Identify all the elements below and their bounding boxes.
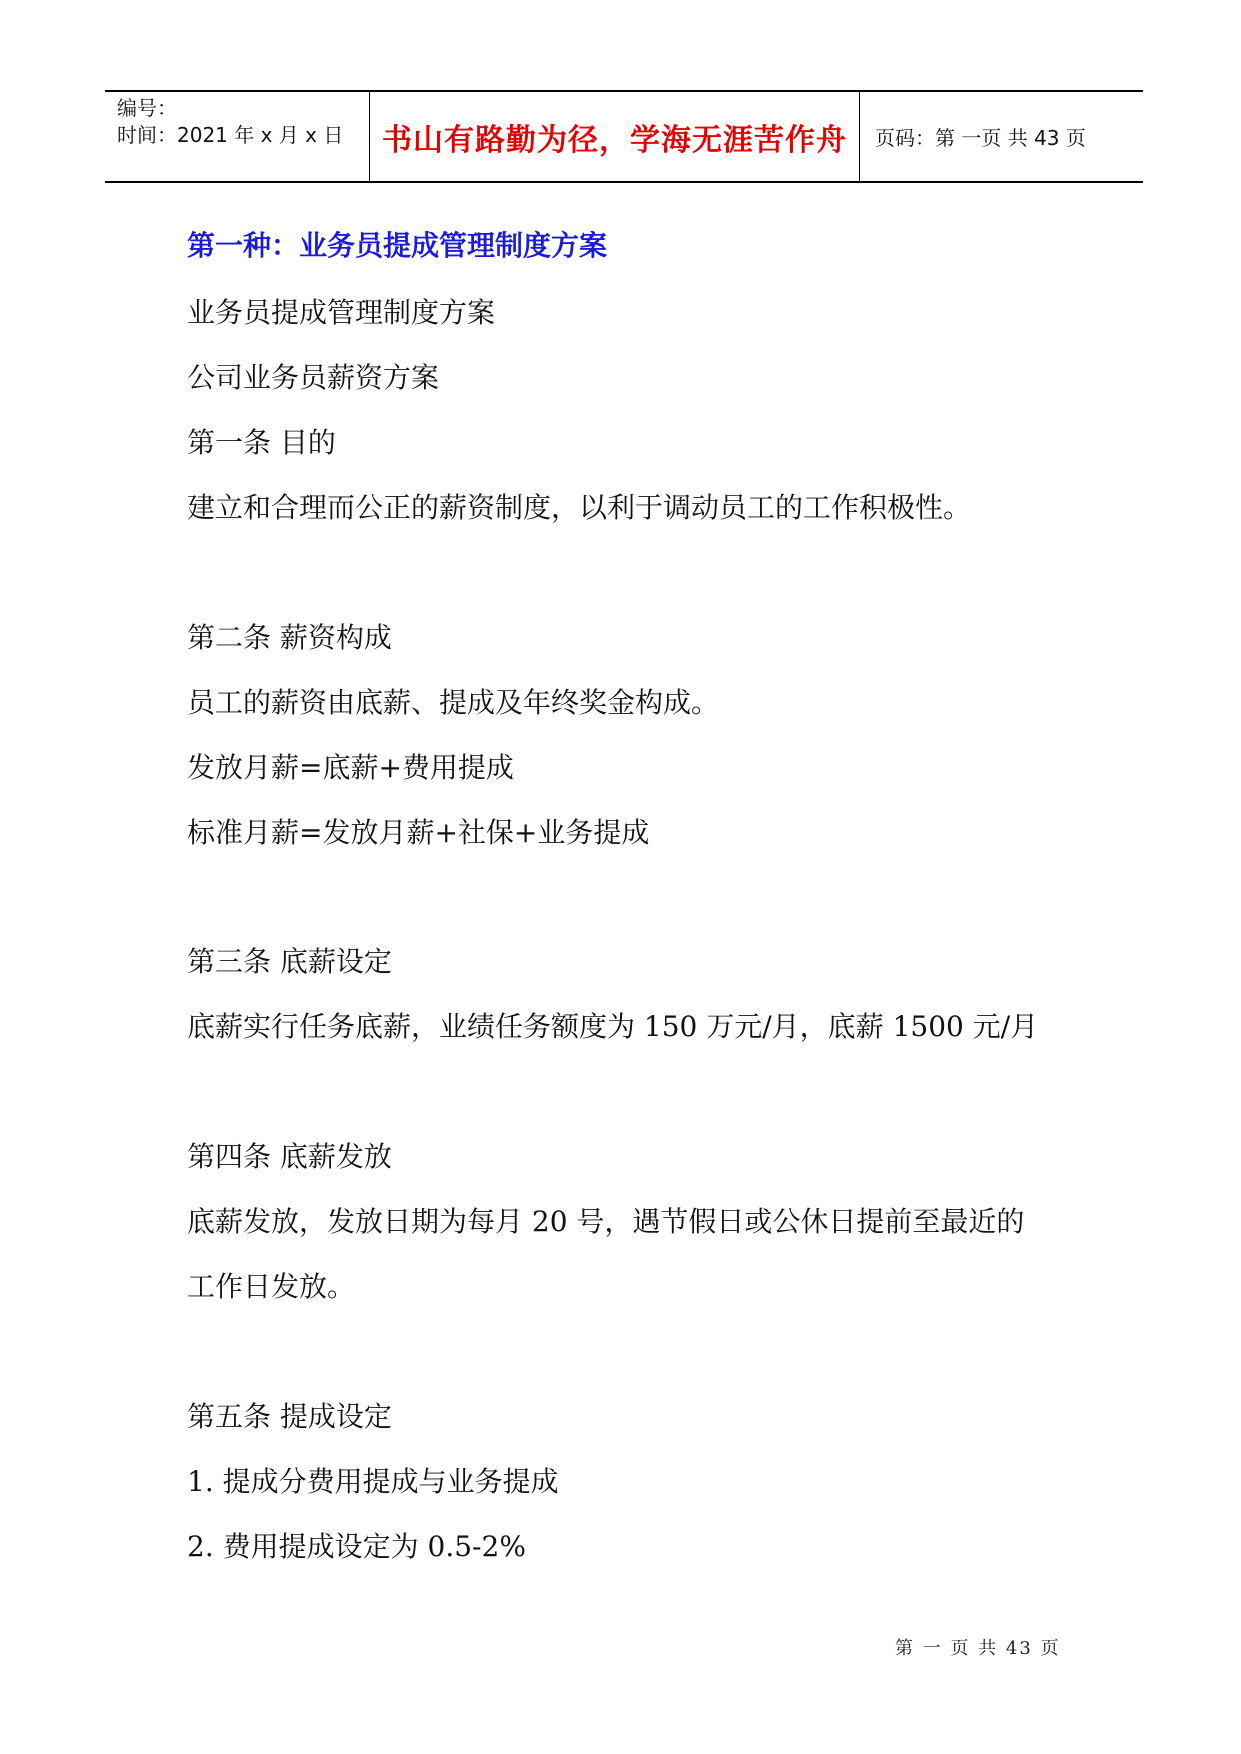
section-heading: 第二条 薪资构成: [187, 621, 392, 654]
section-heading: 第三条 底薪设定: [187, 945, 392, 978]
document-header: [105, 90, 1143, 183]
paragraph: 建立和合理而公正的薪资制度，以利于调动员工的工作积极性。: [187, 491, 972, 524]
date-label: 时间：2021 年 x 月 x 日: [117, 123, 344, 147]
section-heading: 第五条 提成设定: [187, 1400, 392, 1433]
list-item: 1. 提成分费用提成与业务提成: [187, 1465, 559, 1498]
serial-number-label: 编号：: [117, 96, 177, 120]
document-title: 第一种：业务员提成管理制度方案: [187, 229, 608, 262]
paragraph: 业务员提成管理制度方案: [187, 296, 496, 329]
header-motto: 书山有路勤为径，学海无涯苦作舟: [382, 122, 847, 158]
formula-line: 标准月薪=发放月薪+社保+业务提成: [187, 816, 650, 849]
paragraph: 底薪实行任务底薪，业绩任务额度为 150 万元/月，底薪 1500 元/月: [187, 1010, 1039, 1043]
paragraph: 员工的薪资由底薪、提成及年终奖金构成。: [187, 686, 720, 719]
page-footer: 第 一 页 共 43 页: [895, 1638, 1061, 1659]
header-page-info: 页码：第 一页 共 43 页: [875, 126, 1086, 150]
paragraph: 工作日发放。: [187, 1270, 356, 1303]
formula-line: 发放月薪=底薪+费用提成: [187, 751, 514, 784]
paragraph: 底薪发放，发放日期为每月 20 号，遇节假日或公休日提前至最近的: [187, 1205, 1025, 1238]
section-heading: 第一条 目的: [187, 426, 336, 459]
section-heading: 第四条 底薪发放: [187, 1140, 392, 1173]
header-divider: [859, 92, 860, 181]
list-item: 2. 费用提成设定为 0.5-2%: [187, 1530, 526, 1563]
paragraph: 公司业务员薪资方案: [187, 361, 440, 394]
